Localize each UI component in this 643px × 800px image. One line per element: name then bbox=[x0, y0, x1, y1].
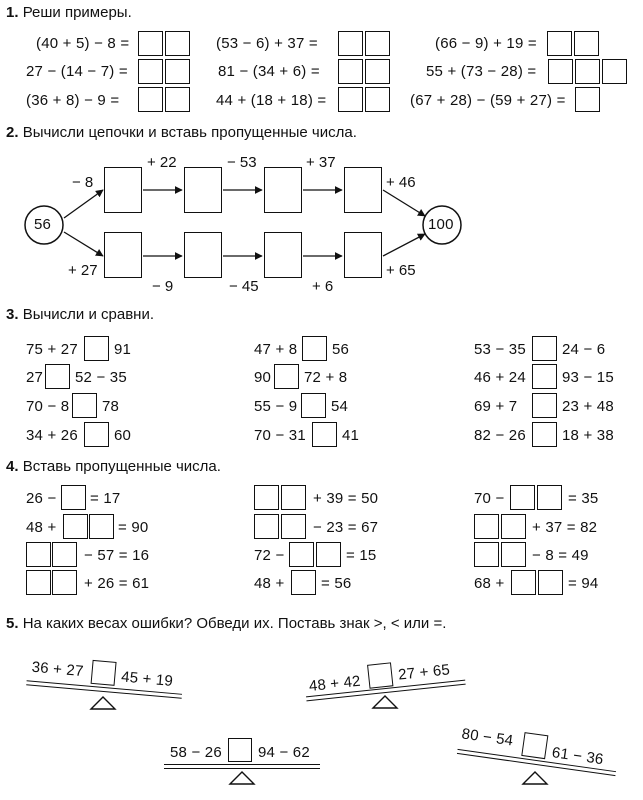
t3-left: 90 bbox=[254, 369, 272, 386]
t4-post: − 23 = 67 bbox=[313, 519, 379, 536]
t3-left: 75 + 27 bbox=[26, 341, 78, 358]
missing-box[interactable] bbox=[52, 570, 77, 595]
compare-box[interactable] bbox=[532, 364, 557, 389]
chain-start-value: 56 bbox=[34, 216, 52, 233]
scale-fulcrum bbox=[227, 770, 257, 786]
scale-fulcrum bbox=[520, 770, 550, 786]
t4-post: = 35 bbox=[568, 490, 599, 507]
t3-right: 93 − 15 bbox=[562, 369, 614, 386]
missing-box[interactable] bbox=[289, 542, 314, 567]
chain-end-value: 100 bbox=[428, 216, 454, 233]
t3-left: 34 + 26 bbox=[26, 427, 78, 444]
scale-fulcrum bbox=[88, 695, 118, 711]
scale-beam bbox=[164, 764, 320, 769]
t4-post: = 15 bbox=[346, 547, 377, 564]
chain-box[interactable] bbox=[104, 167, 142, 213]
t1-expr-r1c3: (66 − 9) + 19 = bbox=[435, 35, 537, 52]
t4-post: = 94 bbox=[568, 575, 599, 592]
chain-box[interactable] bbox=[344, 232, 382, 278]
task5-title: На каких весах ошибки? Обведи их. Поставь знак >, < или =. bbox=[22, 615, 447, 632]
scale-right-expr: 61 − 36 bbox=[550, 744, 605, 769]
scale-3 bbox=[164, 738, 320, 788]
task4-number: 4. bbox=[6, 458, 19, 475]
compare-box[interactable] bbox=[45, 364, 70, 389]
t4-post: + 39 = 50 bbox=[313, 490, 379, 507]
t3-right: 52 − 35 bbox=[75, 369, 127, 386]
scale-4 bbox=[456, 725, 616, 786]
scale-left-expr: 36 + 27 bbox=[31, 658, 85, 681]
t1-expr-r2c3: 55 + (73 − 28) = bbox=[426, 63, 537, 80]
t3-right: 72 + 8 bbox=[304, 369, 348, 386]
t3-left: 70 − 8 bbox=[26, 398, 70, 415]
compare-box[interactable] bbox=[72, 393, 97, 418]
task1-number: 1. bbox=[6, 4, 19, 21]
task5-number: 5. bbox=[6, 615, 19, 632]
t4-post: = 17 bbox=[90, 490, 121, 507]
t3-right: 24 − 6 bbox=[562, 341, 606, 358]
missing-box[interactable] bbox=[538, 570, 563, 595]
chain-op-label: + 27 bbox=[68, 262, 98, 279]
t4-pre: 48 + bbox=[26, 519, 57, 536]
task1-title: Реши примеры. bbox=[22, 4, 132, 21]
chain-op-label: + 65 bbox=[386, 262, 416, 279]
missing-box[interactable] bbox=[474, 514, 499, 539]
scale-right-expr: 94 − 62 bbox=[258, 744, 310, 761]
t1-expr-r2c2: 81 − (34 + 6) = bbox=[218, 63, 320, 80]
task4-heading bbox=[6, 458, 221, 475]
missing-box[interactable] bbox=[501, 542, 526, 567]
task4-title: Вставь пропущенные числа. bbox=[22, 458, 221, 475]
t3-left: 47 + 8 bbox=[254, 341, 298, 358]
missing-box[interactable] bbox=[281, 514, 306, 539]
chain-op-label: − 8 bbox=[72, 174, 94, 191]
scale-sign-box[interactable] bbox=[367, 662, 393, 688]
scale-sign-box[interactable] bbox=[91, 660, 117, 686]
missing-box[interactable] bbox=[52, 542, 77, 567]
chain-op-label: + 46 bbox=[386, 174, 416, 191]
chain-box[interactable] bbox=[264, 167, 302, 213]
t1-expr-r3c1: (36 + 8) − 9 = bbox=[26, 92, 120, 109]
t4-pre: 26 − bbox=[26, 490, 57, 507]
missing-box[interactable] bbox=[474, 542, 499, 567]
t3-right: 91 bbox=[114, 341, 132, 358]
t3-right: 23 + 48 bbox=[562, 398, 614, 415]
task2-number: 2. bbox=[6, 124, 19, 141]
chain-box[interactable] bbox=[184, 232, 222, 278]
t1-expr-r3c2: 44 + (18 + 18) = bbox=[216, 92, 327, 109]
scale-left-expr: 48 + 42 bbox=[308, 672, 362, 695]
missing-box[interactable] bbox=[254, 485, 279, 510]
t1-expr-r3c3: (67 + 28) − (59 + 27) = bbox=[410, 92, 566, 109]
scale-fulcrum bbox=[370, 694, 400, 710]
missing-box[interactable] bbox=[61, 485, 86, 510]
t3-right: 18 + 38 bbox=[562, 427, 614, 444]
chain-box[interactable] bbox=[264, 232, 302, 278]
chain-op-label: − 9 bbox=[152, 278, 174, 295]
t4-post: + 26 = 61 bbox=[84, 575, 150, 592]
compare-box[interactable] bbox=[274, 364, 299, 389]
t3-left: 82 − 26 bbox=[474, 427, 526, 444]
t1-expr-r2c1: 27 − (14 − 7) = bbox=[26, 63, 128, 80]
task3-number: 3. bbox=[6, 306, 19, 323]
compare-box[interactable] bbox=[532, 393, 557, 418]
missing-box[interactable] bbox=[281, 485, 306, 510]
scale-right-expr: 27 + 65 bbox=[397, 661, 451, 684]
task5-heading bbox=[6, 615, 446, 632]
t4-pre: 70 − bbox=[474, 490, 505, 507]
task3-heading bbox=[6, 306, 154, 323]
chain-op-label: − 45 bbox=[229, 278, 259, 295]
missing-box[interactable] bbox=[89, 514, 114, 539]
t4-pre: 68 + bbox=[474, 575, 505, 592]
scale-1 bbox=[26, 658, 182, 711]
chain-op-label: + 6 bbox=[312, 278, 334, 295]
t3-left: 70 − 31 bbox=[254, 427, 306, 444]
t3-right: 78 bbox=[102, 398, 120, 415]
missing-box[interactable] bbox=[63, 514, 88, 539]
t3-left: 46 + 24 bbox=[474, 369, 526, 386]
t3-left: 55 − 9 bbox=[254, 398, 298, 415]
t3-right: 54 bbox=[331, 398, 349, 415]
compare-box[interactable] bbox=[302, 336, 327, 361]
chain-box[interactable] bbox=[184, 167, 222, 213]
compare-box[interactable] bbox=[312, 422, 337, 447]
scale-sign-box[interactable] bbox=[521, 732, 548, 759]
t4-pre: 72 − bbox=[254, 547, 285, 564]
task3-title: Вычисли и сравни. bbox=[22, 306, 154, 323]
chain-op-label: + 37 bbox=[306, 154, 336, 171]
compare-box[interactable] bbox=[532, 336, 557, 361]
t1-expr-r1c1: (40 + 5) − 8 = bbox=[36, 35, 130, 52]
t4-post: − 57 = 16 bbox=[84, 547, 150, 564]
task2-title: Вычисли цепочки и вставь пропущенные числа. bbox=[22, 124, 357, 141]
t1-expr-r1c2: (53 − 6) + 37 = bbox=[216, 35, 318, 52]
missing-box[interactable] bbox=[26, 570, 51, 595]
missing-box[interactable] bbox=[254, 514, 279, 539]
scale-left-expr: 80 − 54 bbox=[460, 725, 515, 750]
compare-box[interactable] bbox=[532, 422, 557, 447]
chain-box[interactable] bbox=[104, 232, 142, 278]
compare-box[interactable] bbox=[301, 393, 326, 418]
scale-sign-box[interactable] bbox=[228, 738, 252, 762]
scale-left-expr: 58 − 26 bbox=[170, 744, 222, 761]
missing-box[interactable] bbox=[511, 570, 536, 595]
t4-post: = 90 bbox=[118, 519, 149, 536]
t3-right: 60 bbox=[114, 427, 132, 444]
missing-box[interactable] bbox=[26, 542, 51, 567]
scale-2 bbox=[306, 662, 466, 712]
missing-box[interactable] bbox=[291, 570, 316, 595]
chain-op-label: + 22 bbox=[147, 154, 177, 171]
t3-left: 69 + 7 bbox=[474, 398, 518, 415]
missing-box[interactable] bbox=[501, 514, 526, 539]
missing-box[interactable] bbox=[316, 542, 341, 567]
chain-box[interactable] bbox=[344, 167, 382, 213]
missing-box[interactable] bbox=[537, 485, 562, 510]
chain-op-label: − 53 bbox=[227, 154, 257, 171]
t3-right: 56 bbox=[332, 341, 350, 358]
compare-box[interactable] bbox=[84, 336, 109, 361]
t4-post: = 56 bbox=[321, 575, 352, 592]
t3-left: 27 bbox=[26, 369, 44, 386]
t3-right: 41 bbox=[342, 427, 360, 444]
compare-box[interactable] bbox=[84, 422, 109, 447]
t4-post: + 37 = 82 bbox=[532, 519, 598, 536]
t4-pre: 48 + bbox=[254, 575, 285, 592]
t3-left: 53 − 35 bbox=[474, 341, 526, 358]
scale-right-expr: 45 + 19 bbox=[120, 668, 174, 690]
t4-post: − 8 = 49 bbox=[532, 547, 589, 564]
missing-box[interactable] bbox=[510, 485, 535, 510]
